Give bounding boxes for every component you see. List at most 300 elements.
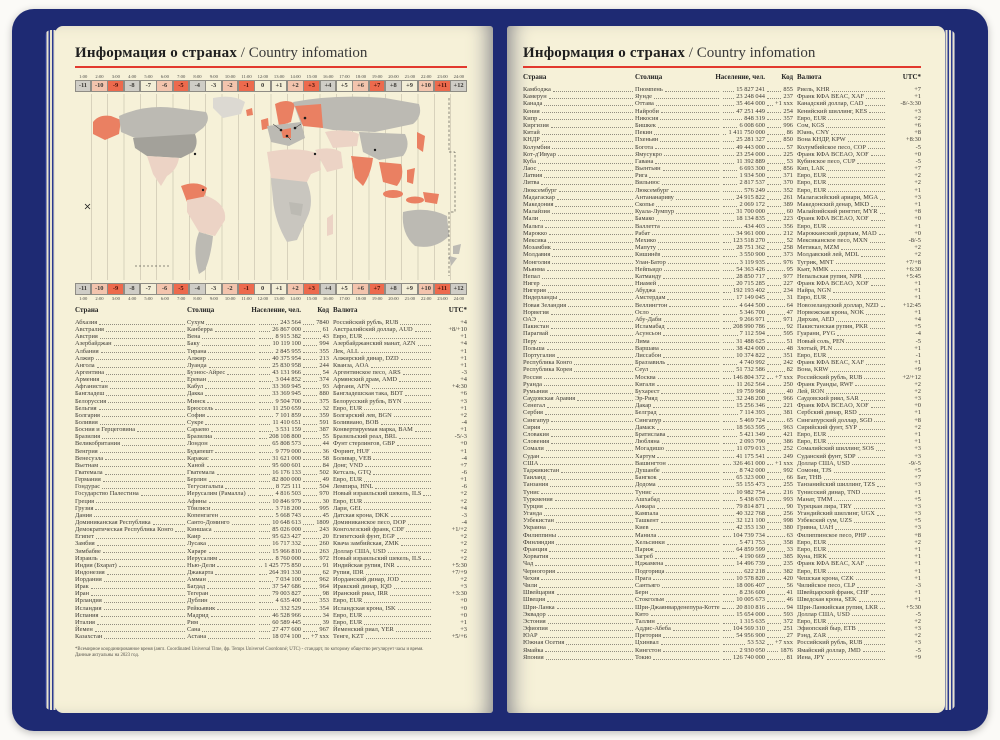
cell-country: Чехия — [523, 575, 635, 582]
cell-code: 249 — [765, 453, 793, 460]
cell-utc: +0 — [914, 215, 921, 223]
table-row — [75, 340, 467, 347]
cell-utc: +1 — [914, 553, 921, 561]
table-row — [75, 555, 467, 562]
cell-population: 3 718 200 — [257, 505, 301, 512]
table-row — [75, 348, 467, 355]
cell-capital: Сингапур — [635, 417, 721, 424]
cell-currency: Кванза, AOA — [333, 362, 433, 369]
cell-currency: Евро, EUR — [797, 352, 887, 359]
cell-code: 1809 — [301, 519, 329, 526]
world-map — [75, 94, 467, 280]
cell-country: Мексика — [523, 237, 635, 244]
cell-population: 4 740 992 — [721, 359, 765, 366]
table-row — [75, 483, 467, 490]
cell-capital: Рейкьявик — [187, 605, 257, 612]
cell-population: 1 425 775 850 — [257, 562, 301, 569]
cell-country: Болгария — [75, 412, 187, 419]
timezone-offset-cell: +10 — [418, 80, 435, 92]
table-row — [523, 201, 921, 208]
table-row — [523, 172, 921, 179]
timezone-time-label: 11:00 — [241, 74, 252, 79]
cell-country: Чад — [523, 560, 635, 567]
cell-population: 10 578 820 — [721, 575, 765, 582]
cell-country: Киргизия — [523, 122, 635, 129]
cell-country: Малайзия — [523, 208, 635, 215]
timezone-offset-cell: +6 — [352, 80, 369, 92]
cell-utc: +1 — [914, 438, 921, 446]
cell-utc: +5 — [914, 517, 921, 525]
cell-utc: +9 — [914, 366, 921, 374]
map-continents — [93, 97, 461, 274]
cell-country: Йемен — [75, 626, 187, 633]
cell-currency: Исландская крона, ISK — [333, 605, 433, 612]
cell-capital: Луанда — [187, 362, 257, 369]
table-row — [523, 647, 921, 654]
cell-utc: +1 — [914, 93, 921, 101]
cell-currency: Российский рубль, RUB — [797, 639, 887, 646]
table-row — [75, 498, 467, 505]
table-row — [523, 251, 921, 258]
cell-code: 970 — [301, 490, 329, 497]
cell-country: Демократическая Республика Конго — [75, 526, 187, 533]
cell-code: 64 — [765, 302, 793, 309]
cell-capital: Абуджа — [635, 287, 721, 294]
timezone-time-label: 2:00 — [95, 74, 104, 79]
cell-utc: +2 — [914, 617, 921, 625]
table-row — [523, 503, 921, 510]
table-row — [75, 505, 467, 512]
cell-population: 7 114 393 — [721, 409, 765, 416]
cell-currency: Сомалийский шиллинг, SOS — [797, 445, 887, 452]
timezone-offset-cell: -3 — [205, 80, 222, 92]
cell-currency: Колумбийское песо, COP — [797, 144, 887, 151]
cell-capital: Афины — [187, 498, 257, 505]
cell-capital: Рига — [635, 172, 721, 179]
cell-capital: Сеул — [635, 366, 721, 373]
cell-currency: Пакистанская рупия, PKR — [797, 323, 887, 330]
cell-utc: -3 — [461, 368, 467, 376]
cell-population: 33 369 945 — [257, 390, 301, 397]
timezone-time-label: 24:00 — [453, 74, 465, 79]
cell-currency: Конвертируемая марка, BAM — [333, 426, 433, 433]
cell-currency: Норвежская крона, NOK — [797, 309, 887, 316]
timezone-offset-cell: -4 — [189, 283, 206, 295]
cell-population: 18 006 407 — [721, 582, 765, 589]
cell-code: 212 — [765, 230, 793, 237]
timezone-time-label: 18:00 — [355, 296, 367, 301]
cell-capital: Кито — [635, 611, 721, 618]
cell-country: Вьетнам — [75, 462, 187, 469]
timezone-time-label: 21:00 — [404, 74, 416, 79]
cell-currency: Евро, EUR — [797, 431, 887, 438]
cell-utc: +0 — [460, 611, 467, 619]
cell-utc: +1/+2 — [451, 526, 467, 534]
table-row — [75, 597, 467, 604]
cell-country: Бельгия — [75, 405, 187, 412]
cell-currency: Египетский фунт, EGP — [333, 533, 433, 540]
cell-currency: Евро, EUR — [333, 619, 433, 626]
cell-population: 20 810 816 — [721, 604, 765, 611]
cell-country: Норвегия — [523, 309, 635, 316]
cell-utc: +1 — [460, 426, 467, 434]
cell-country: Австралия — [75, 326, 187, 333]
cell-population: 5 471 753 — [721, 539, 765, 546]
table-row — [75, 469, 467, 476]
cell-population: 35 464 000 — [721, 100, 765, 107]
cell-currency: Марокканский дирхам, MAD — [797, 230, 887, 237]
cell-utc: +8 — [914, 416, 921, 424]
cell-capital: Люксембург — [635, 187, 721, 194]
cell-code: 962 — [301, 576, 329, 583]
table-row — [523, 474, 921, 481]
timezone-time-label: 3:00 — [111, 74, 120, 79]
cell-currency: Евро, EUR — [333, 498, 433, 505]
cell-utc: +1 — [914, 344, 921, 352]
cell-currency: Кетсаль, GTQ — [333, 469, 433, 476]
table-row — [523, 194, 921, 201]
cell-population: 26 867 000 — [257, 326, 301, 333]
table-row — [75, 440, 467, 447]
cell-currency: Малайзийский ринггит, MYR — [797, 208, 887, 215]
timezone-offset-cell: +5 — [336, 80, 353, 92]
cell-currency: Дирхам, AED — [797, 316, 887, 323]
cell-utc: +7 — [460, 461, 467, 469]
cell-capital: Брюссель — [187, 405, 257, 412]
cell-currency: Турецкая лира, TRY — [797, 503, 887, 510]
cell-utc: +2 — [914, 380, 921, 388]
table-row — [75, 576, 467, 583]
cell-code: 355 — [301, 348, 329, 355]
cell-country: Колумбия — [523, 144, 635, 151]
cell-country: ОАЭ — [523, 316, 635, 323]
timezone-offset-cell: -2 — [222, 80, 239, 92]
cell-currency: Конголезский франк, CDF — [333, 526, 433, 533]
cell-currency: Индийская рупия, INR — [333, 562, 433, 569]
cell-country: Сирия — [523, 424, 635, 431]
country-table-left — [75, 319, 467, 640]
cell-population: 37 547 686 — [257, 583, 301, 590]
cell-capital: Оттава — [635, 100, 721, 107]
header-population: Население, чел. — [715, 73, 765, 81]
table-row — [75, 633, 467, 640]
cell-country: Таджикистан — [523, 467, 635, 474]
table-row — [523, 158, 921, 165]
cell-currency: Тугрик, MNT — [797, 259, 887, 266]
cell-capital: Осло — [635, 309, 721, 316]
cell-currency: Доминиканское песо, DOP — [333, 519, 433, 526]
cell-population: 1 315 635 — [721, 618, 765, 625]
cell-population: 19 759 968 — [721, 388, 765, 395]
cell-utc: +3 — [914, 510, 921, 518]
cell-population: 1 411 750 000 — [721, 129, 765, 136]
cell-currency: Армянский драм, AMD — [333, 376, 433, 383]
cell-population: 18 074 100 — [257, 633, 301, 640]
cell-population: 4 635 400 — [257, 597, 301, 604]
cell-capital: Ханой — [187, 462, 257, 469]
table-row — [523, 524, 921, 531]
cell-country: Нигерия — [523, 287, 635, 294]
cell-currency: Филиппинское песо, PHP — [797, 532, 887, 539]
cell-capital: Ниамей — [635, 280, 721, 287]
cell-capital: Ямусукро — [635, 151, 721, 158]
cell-code: 40 — [765, 388, 793, 395]
cell-population: 42 353 130 — [721, 524, 765, 531]
cell-utc: +4 — [460, 319, 467, 326]
table-row — [75, 626, 467, 633]
cell-utc: +2 — [914, 538, 921, 546]
cell-population: 11 392 889 — [721, 158, 765, 165]
cell-country: Швеция — [523, 596, 635, 603]
cell-country: Италия — [75, 619, 187, 626]
cell-country: Узбекистан — [523, 517, 635, 524]
cell-country: Франция — [523, 546, 635, 553]
table-row — [523, 575, 921, 582]
table-row — [523, 481, 921, 488]
cell-country: Уганда — [523, 510, 635, 517]
timezone-offset-cell: +3 — [303, 80, 320, 92]
cell-currency: Доллар США, USD — [333, 548, 433, 555]
cell-currency: Швейцарский франк, CHF — [797, 589, 887, 596]
cell-country: Кения — [523, 108, 635, 115]
table-row — [75, 426, 467, 433]
header-capital: Столица — [187, 306, 215, 314]
cell-capital: Манила — [635, 532, 721, 539]
cell-capital: Киншаса — [187, 526, 257, 533]
cell-currency: Манат, TMM — [797, 496, 887, 503]
cell-currency: Евро, EUR — [797, 187, 887, 194]
cell-code: 41 — [765, 589, 793, 596]
cell-capital: Асунсьон — [635, 330, 721, 337]
table-row — [523, 93, 921, 100]
cell-utc: +2 — [460, 547, 467, 555]
table-row — [523, 208, 921, 215]
timezone-time-label: 18:00 — [355, 74, 367, 79]
table-row — [75, 412, 467, 419]
cell-capital: Могадишо — [635, 445, 721, 452]
cell-capital: Ташкент — [635, 517, 721, 524]
cell-population: 28 751 362 — [721, 244, 765, 251]
cell-population: 9 504 700 — [257, 398, 301, 405]
timezone-time-label: 8:00 — [193, 296, 202, 301]
cell-code: 244 — [301, 362, 329, 369]
table-row — [523, 187, 921, 194]
cell-capital: Аддис-Абеба — [635, 625, 721, 632]
cell-capital: Бангкок — [635, 474, 721, 481]
cell-population: 848 319 — [721, 115, 765, 122]
cell-population: 192 193 402 — [721, 287, 765, 294]
timezone-time-label: 7:00 — [177, 296, 186, 301]
timezone-time-label: 23:00 — [437, 296, 448, 301]
table-row — [523, 151, 921, 158]
cell-utc: +1 — [914, 560, 921, 568]
timezone-offset-cell: -3 — [205, 283, 222, 295]
table-row — [75, 526, 467, 533]
timezone-offset-cell: -8 — [124, 283, 141, 295]
cell-capital: Катманду — [635, 273, 721, 280]
timezone-time-label: 17:00 — [339, 296, 350, 301]
cell-population: 28 850 717 — [721, 273, 765, 280]
cell-population: 23 248 044 — [721, 93, 765, 100]
cell-utc: +8 — [914, 208, 921, 216]
cell-capital: Рабат — [635, 230, 721, 237]
cell-code: 53 — [765, 158, 793, 165]
cell-code: 254 — [765, 108, 793, 115]
table-row — [523, 316, 921, 323]
cell-capital: Сана — [187, 626, 257, 633]
timezone-time-label: 4:00 — [128, 296, 137, 301]
table-row — [523, 467, 921, 474]
table-row — [523, 381, 921, 388]
timezone-offset-cell: +11 — [434, 80, 451, 92]
cell-capital: Вильнюс — [635, 179, 721, 186]
page-stack-edge-right — [944, 30, 955, 710]
cell-currency: Новозеландский доллар, NZD — [797, 302, 887, 309]
cell-utc: +1 — [914, 201, 921, 208]
cell-population: 10 982 754 — [721, 489, 765, 496]
cell-code: 994 — [301, 340, 329, 347]
cell-currency: Малагасийский ариари, MGA — [797, 194, 887, 201]
cell-country: Южная Осетия — [523, 639, 635, 646]
cell-capital: Тегусигальпа — [187, 483, 257, 490]
cell-population: 11 262 564 — [721, 381, 765, 388]
table-row — [523, 259, 921, 266]
header-population: Население, чел. — [251, 306, 301, 314]
cell-code: 996 — [765, 122, 793, 129]
timezone-time-label: 16:00 — [322, 296, 334, 301]
cell-country: Кипр — [523, 115, 635, 122]
cell-utc: +2 — [914, 251, 921, 259]
cell-country: Словакия — [523, 431, 635, 438]
cell-country: США — [523, 460, 635, 467]
cell-country: Сингапур — [523, 417, 635, 424]
cell-currency: Франк КФА BCEAO, XOF — [797, 151, 887, 158]
cell-code: +7 ххх — [301, 633, 329, 640]
cell-country: Австрия — [75, 333, 187, 340]
cell-population: 95 623 427 — [257, 533, 301, 540]
cell-code: 387 — [301, 426, 329, 433]
cell-utc: -8/-5 — [908, 236, 921, 244]
timezone-offset-cell: -4 — [189, 80, 206, 92]
cell-utc: +1 — [914, 596, 921, 604]
cell-utc: +3 — [914, 445, 921, 453]
cell-currency: Лемпира, HNL — [333, 483, 433, 490]
table-row — [523, 144, 921, 151]
cell-capital: Токио — [635, 654, 721, 661]
timezone-offset-cell: +1 — [271, 80, 288, 92]
cell-code: 43 — [301, 333, 329, 340]
cell-code: 63 — [765, 532, 793, 539]
cell-population: 54 363 426 — [721, 266, 765, 273]
cell-country: Мали — [523, 215, 635, 222]
cell-capital: Санто-Доминго — [187, 519, 257, 526]
cell-capital: Копенгаген — [187, 512, 257, 519]
timezone-time-label: 16:00 — [322, 74, 334, 79]
cell-population: 40 322 768 — [721, 510, 765, 517]
cell-currency: Сингапурский доллар, SGD — [797, 417, 887, 424]
timezone-time-label: 15:00 — [306, 74, 318, 79]
cell-population: 326 461 000 — [721, 460, 765, 467]
cell-capital: Кигали — [635, 381, 721, 388]
timezone-offset-cell: +7 — [369, 80, 386, 92]
timezone-time-label: 5:00 — [144, 296, 153, 301]
cell-country: Греция — [75, 498, 187, 505]
cell-currency: Датская крона, DKK — [333, 512, 433, 519]
cell-currency: Болгарский лев, BGN — [333, 412, 433, 419]
cell-utc: +1 — [914, 546, 921, 553]
cell-utc: +5 — [914, 323, 921, 331]
cell-population: 60 589 445 — [257, 619, 301, 626]
cell-currency: Злотый, PLN — [797, 345, 887, 352]
timezone-times-row — [75, 74, 467, 79]
cell-country: Украина — [523, 524, 635, 531]
cell-code: 55 — [301, 433, 329, 440]
cell-currency: Евро, EUR — [797, 115, 887, 122]
cell-currency: Македонский денар, MKD — [797, 201, 887, 208]
cell-country: Канада — [523, 100, 635, 107]
cell-code: 502 — [301, 469, 329, 476]
timezone-time-label: 2:00 — [95, 296, 104, 301]
table-row — [523, 115, 921, 122]
cell-population: 434 403 — [721, 223, 765, 230]
cell-currency: Метикал, MZM — [797, 244, 887, 251]
cell-country: Камерун — [523, 93, 635, 100]
cell-currency: Евро, EUR — [333, 612, 433, 619]
cell-utc: +0 — [460, 440, 467, 448]
cell-code: 51 — [765, 338, 793, 345]
cell-code: 32 — [301, 405, 329, 412]
cell-capital: Эр-Рияд — [635, 395, 721, 402]
cell-population: 3 044 852 — [257, 376, 301, 383]
table-row — [523, 237, 921, 244]
cell-capital: Рим — [187, 619, 257, 626]
cell-population: 11 410 651 — [257, 419, 301, 426]
cell-capital: Хельсинки — [635, 539, 721, 546]
timezone-time-label: 13:00 — [273, 74, 285, 79]
cell-capital: Кишинёв — [635, 251, 721, 258]
cell-utc: -5 — [915, 143, 921, 151]
table-row — [523, 359, 921, 366]
table-row — [523, 215, 921, 222]
table-row — [523, 223, 921, 230]
cell-capital: Любляна — [635, 438, 721, 445]
cell-country: Государство Палестина — [75, 490, 187, 497]
table-row — [523, 402, 921, 409]
table-row — [75, 462, 467, 469]
cell-currency: Афгани, AFN — [333, 383, 433, 390]
table-row — [75, 419, 467, 426]
footnote-line2: Данные актуальны на 2023 год. — [75, 653, 140, 659]
cell-country: Абхазия — [75, 319, 187, 326]
cell-code: 356 — [765, 223, 793, 230]
table-row — [75, 519, 467, 526]
cell-country: Польша — [523, 345, 635, 352]
cell-population: 8 236 600 — [721, 589, 765, 596]
cell-code: 964 — [301, 583, 329, 590]
cell-capital: Браззавиль — [635, 359, 721, 366]
table-row — [523, 309, 921, 316]
cell-code: 235 — [765, 560, 793, 567]
timezone-offset-cell: -1 — [238, 80, 255, 92]
table-row — [75, 433, 467, 440]
cell-utc: -4 — [461, 454, 467, 462]
table-header — [75, 306, 467, 317]
cell-currency: Гуарани, PYG — [797, 330, 887, 337]
cell-utc: +3 — [460, 583, 467, 591]
cell-population: 5 668 743 — [257, 512, 301, 519]
cell-country: Индонезия — [75, 569, 187, 576]
table-row — [523, 453, 921, 460]
